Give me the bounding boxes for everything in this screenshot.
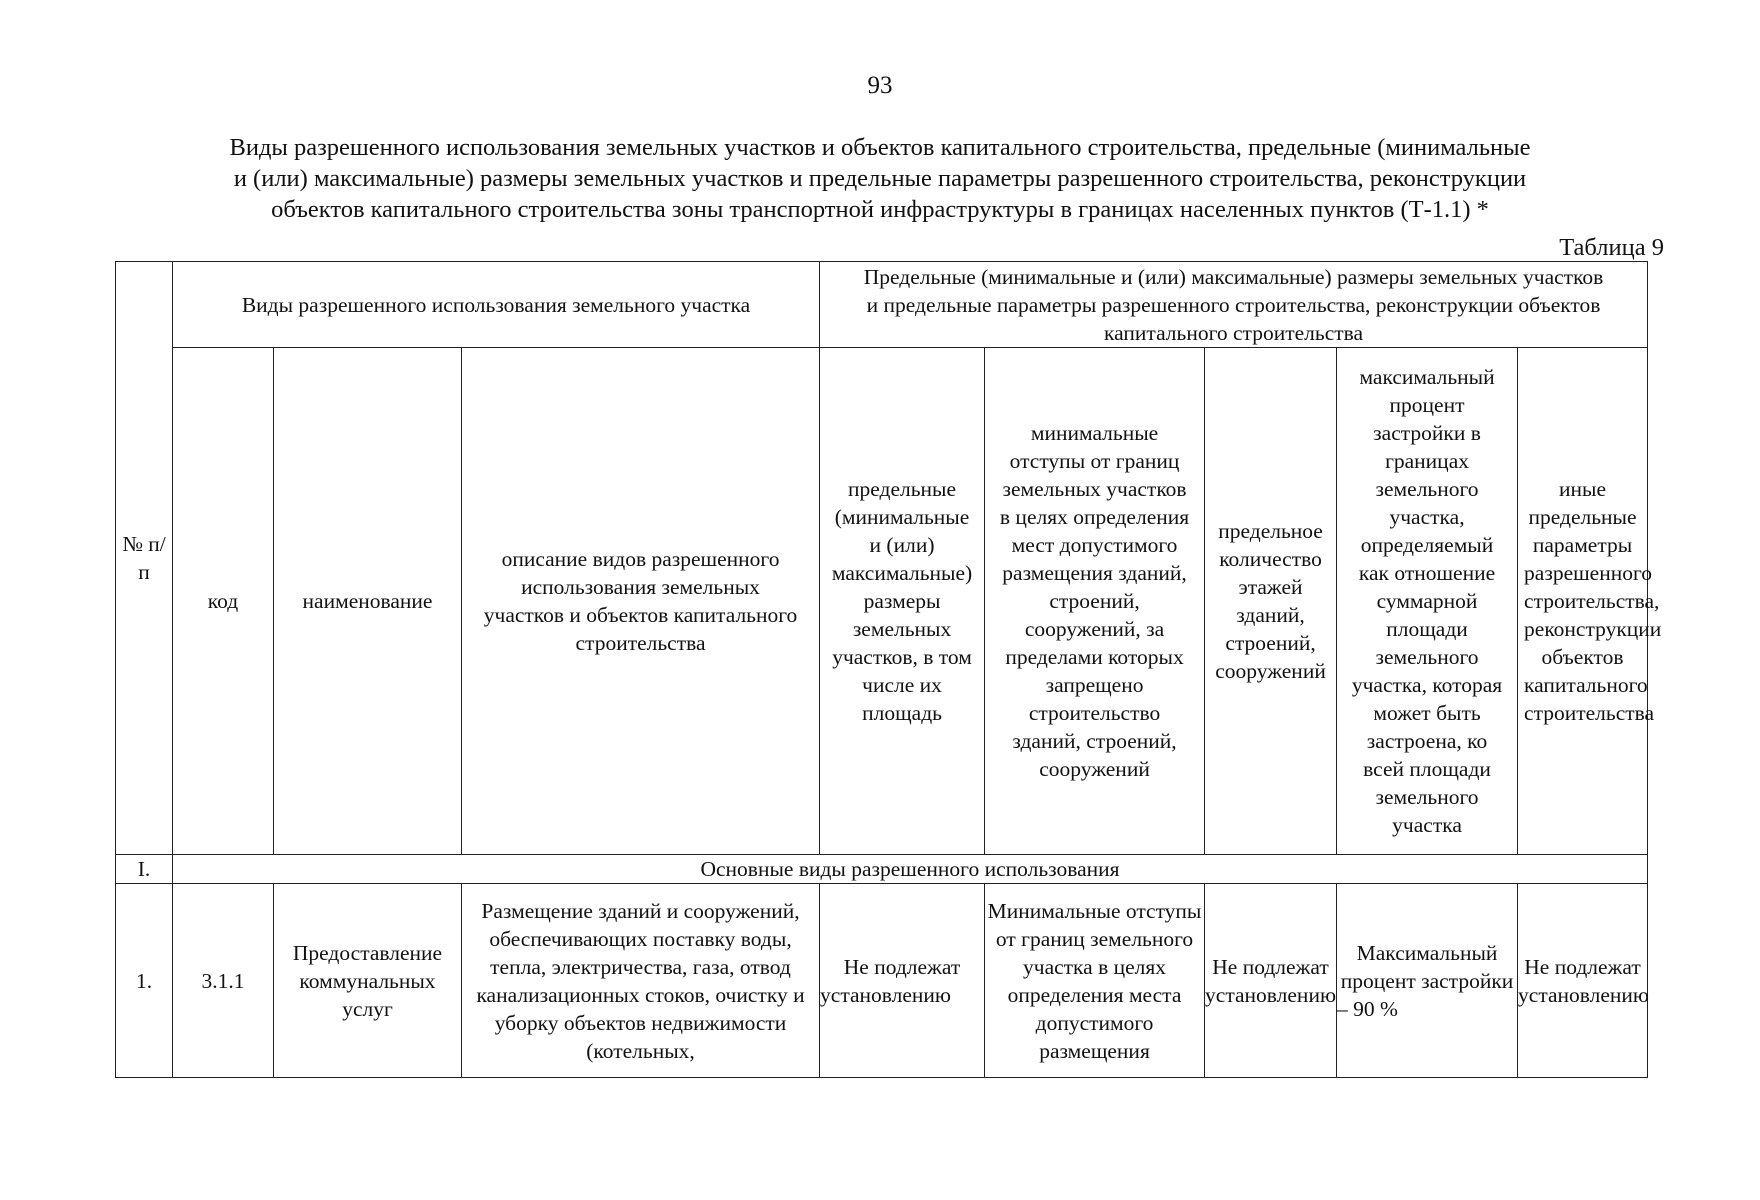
title-line: объектов капитального строительства зоны транспортной инфраструктуры в границах населенных пунктов (Т-1.1) * <box>271 196 1489 223</box>
page-number: 93 <box>867 72 893 99</box>
land-use-table <box>115 261 1662 1078</box>
title-line: и (или) максимальные) размеры земельных участков и предельные параметры разрешенного строительства, реконструкции <box>233 165 1527 192</box>
row-other: Не подлежат установлению <box>1518 884 1648 1078</box>
header-setback: минимальные отступы от границ земельных участков в целях определения мест допустимого размещения зданий, строений, сооружений, за пределами которых запрещено строительство зданий, строений, сооружений <box>985 348 1205 855</box>
header-group-use-types: Виды разрешенного использования земельного участка <box>173 262 820 348</box>
section-label: Основные виды разрешенного использования <box>173 855 1648 884</box>
title-line: Виды разрешенного использования земельных участков и объектов капитального строительства, предельные (минимальные <box>229 134 1531 161</box>
section-row <box>116 855 1648 884</box>
header-name: наименование <box>274 348 462 855</box>
section-num: I. <box>116 855 173 884</box>
document-title <box>110 132 1650 225</box>
row-coverage: Максимальный процент застройки – 90 % <box>1337 884 1518 1078</box>
row-code: 3.1.1 <box>173 884 274 1078</box>
header-num: № п/п <box>116 262 173 855</box>
row-floors: Не подлежат установлению <box>1205 884 1337 1078</box>
table-label: Таблица 9 <box>1559 234 1664 261</box>
header-size: предельные (минимальные и (или) максимальные) размеры земельных участков, в том числе их площадь <box>820 348 985 855</box>
header-description: описание видов разрешенного использования земельных участков и объектов капитального строительства <box>462 348 820 855</box>
header-group-parameters: Предельные (минимальные и (или) максимальные) размеры земельных участков и предельные параметры разрешенного строительства, реконструкции объектов капитального строительства <box>820 262 1648 348</box>
table-row <box>116 884 1648 1078</box>
row-num: 1. <box>116 884 173 1078</box>
header-other: иные предельные параметры разрешенного строительства, реконструкции объектов капитального строительства <box>1518 348 1648 855</box>
header-code: код <box>173 348 274 855</box>
row-setback: Минимальные отступы от границ земельного участка в целях определения места допустимого размещения <box>985 884 1205 1078</box>
row-name: Предоставление коммунальных услуг <box>274 884 462 1078</box>
row-description: Размещение зданий и сооружений, обеспечивающих поставку воды, тепла, электричества, газа, отвод канализационных стоков, очистку и уборку объектов недвижимости (котельных, <box>462 884 820 1078</box>
header-coverage: максимальный процент застройки в границах земельного участка, определяемый как отношение суммарной площади земельного участка, которая может быть застроена, ко всей площади земельного участка <box>1337 348 1518 855</box>
row-size: Не подлежат установлению <box>820 884 985 1078</box>
header-floors: предельное количество этажей зданий, строений, сооружений <box>1205 348 1337 855</box>
